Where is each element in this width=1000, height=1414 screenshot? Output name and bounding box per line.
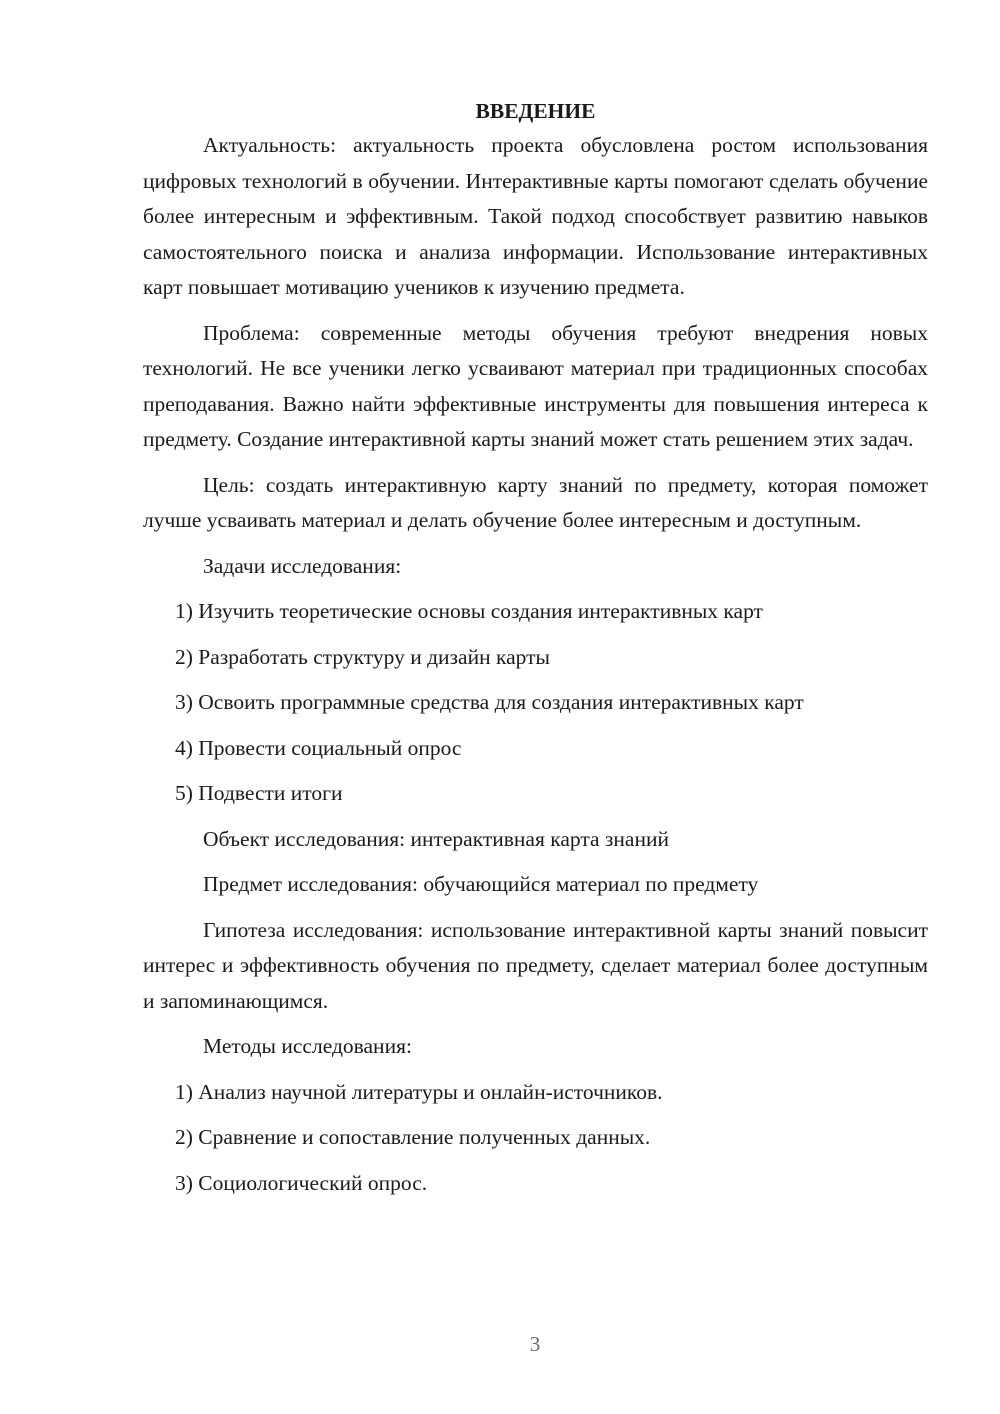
section-heading: ВВЕДЕНИЕ — [475, 99, 596, 123]
method-item: 3) Социологический опрос. — [175, 1170, 428, 1195]
problem-paragraph: Проблема: современные методы обучения требуют внедрения новых технологий. Не все ученики легко усваивают материал при традиционных способах преподавания. Важно найти эффективные инструменты для повышения интереса к предмету. Создание интерактивной карты знаний может стать решением этих задач. — [143, 320, 928, 451]
tasks-label: Задачи исследования: — [203, 553, 402, 578]
object-line: Объект исследования: интерактивная карта знаний — [203, 826, 669, 851]
method-item: 1) Анализ научной литературы и онлайн-источников. — [175, 1079, 663, 1104]
task-item: 4) Провести социальный опрос — [175, 735, 462, 760]
document-page — [143, 94, 928, 1201]
relevance-paragraph: Актуальность: актуальность проекта обусловлена ростом использования цифровых технологий в обучении. Интерактивные карты помогают сделать обучение более интересным и эффективным. Такой подход способствует развитию навыков самостоятельного поиска и анализа информации. Использование интерактивных карт повышает мотивацию учеников к изучению предмета. — [143, 133, 928, 299]
task-item: 3) Освоить программные средства для создания интерактивных карт — [175, 690, 804, 714]
task-item: 2) Разработать структуру и дизайн карты — [175, 644, 550, 669]
methods-label: Методы исследования: — [203, 1034, 412, 1058]
page-number: 3 — [529, 1332, 541, 1356]
task-item: 5) Подвести итоги — [175, 781, 343, 805]
method-item: 2) Сравнение и сопоставление полученных данных. — [175, 1125, 651, 1149]
task-item: 1) Изучить теоретические основы создания интерактивных карт — [175, 599, 763, 623]
goal-paragraph: Цель: создать интерактивную карту знаний по предмету, которая поможет лучше усваивать материал и делать обучение более интересным и доступным. — [143, 472, 928, 532]
subject-line: Предмет исследования: обучающийся материал по предмету — [203, 872, 759, 896]
hypothesis-paragraph: Гипотеза исследования: использование интерактивной карты знаний повысит интерес и эффективность обучения по предмету, сделает материал более доступным и запоминающимся. — [143, 917, 928, 1013]
